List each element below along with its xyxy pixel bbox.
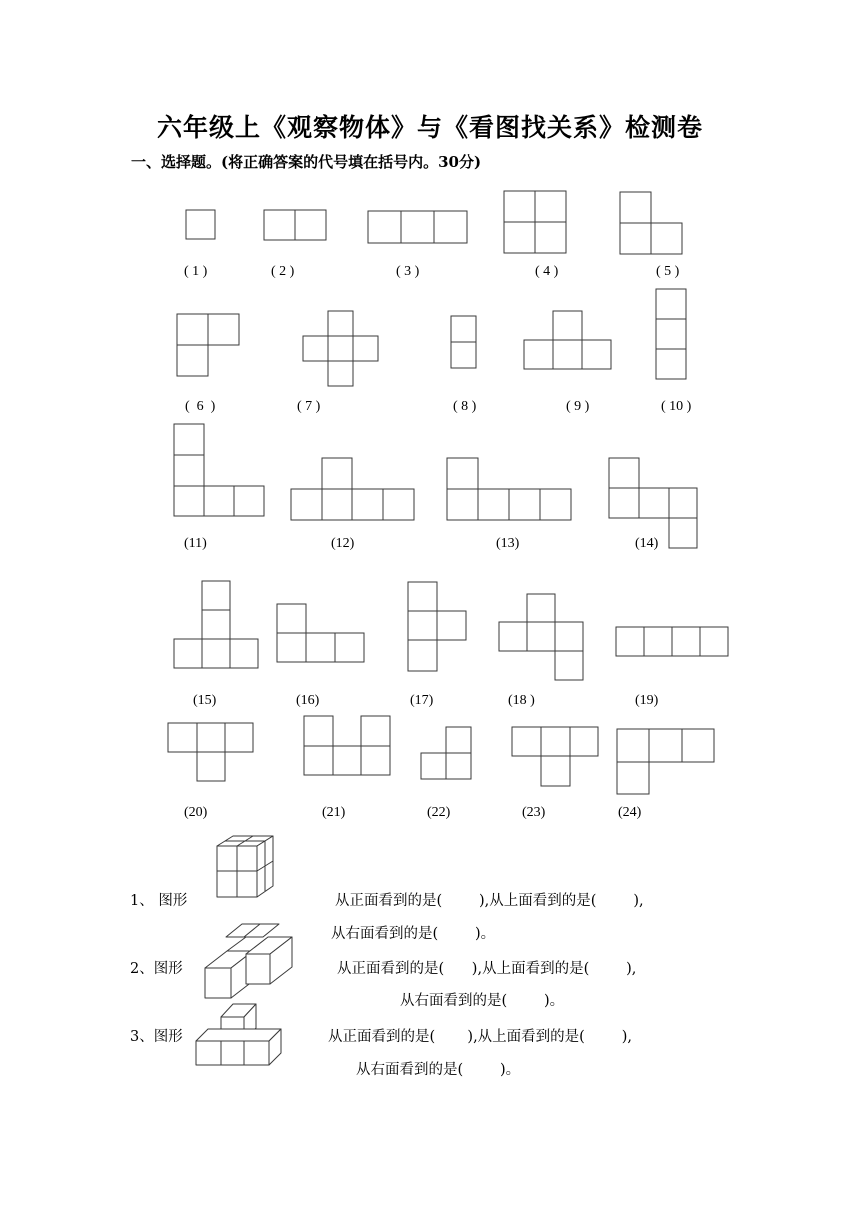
figure-label: (11) xyxy=(184,536,207,551)
question-1-lead: 1、 图形 xyxy=(130,893,188,909)
figure-label: (15) xyxy=(193,693,217,708)
figure-label: (13) xyxy=(496,536,520,551)
solid-figure-2 xyxy=(205,924,292,998)
figure-label: ( 7 ) xyxy=(297,399,321,414)
question-1-line1: 从正面看到的是( ),从上面看到的是( ), xyxy=(335,893,644,909)
figure-6 xyxy=(177,314,239,376)
figure-4 xyxy=(504,191,566,253)
figure-2 xyxy=(264,210,326,240)
figure-label: (21) xyxy=(322,805,346,820)
figure-5 xyxy=(620,192,682,254)
figure-label: ( 2 ) xyxy=(271,264,295,279)
figure-label: (22) xyxy=(427,805,451,820)
figure-label: ( 5 ) xyxy=(656,264,680,279)
figure-12 xyxy=(291,458,414,520)
solid-figure-1 xyxy=(217,836,273,897)
figure-13 xyxy=(447,458,571,520)
figure-label: (24) xyxy=(618,805,642,820)
figure-18 xyxy=(499,594,583,680)
question-3-line2: 从右面看到的是( )。 xyxy=(356,1062,521,1078)
question-3-lead: 3、图形 xyxy=(130,1029,183,1045)
figure-20 xyxy=(168,723,253,781)
figure-label: ( 10 ) xyxy=(661,399,692,414)
solid-figure-3 xyxy=(196,1004,281,1065)
figure-label: (18 ) xyxy=(508,693,535,708)
figure-9 xyxy=(524,311,611,369)
figure-label: (12) xyxy=(331,536,355,551)
figure-label: (16) xyxy=(296,693,320,708)
figure-label: (17) xyxy=(410,693,434,708)
figure-7 xyxy=(303,311,378,386)
figure-15 xyxy=(174,581,258,668)
question-1-line2: 从右面看到的是( )。 xyxy=(331,926,496,942)
figure-23 xyxy=(512,727,598,786)
figure-label: (23) xyxy=(522,805,546,820)
question-2-line2: 从右面看到的是( )。 xyxy=(400,993,565,1009)
figure-10 xyxy=(656,289,686,379)
figure-21 xyxy=(304,716,390,775)
figure-label: ( 1 ) xyxy=(184,264,208,279)
figure-14 xyxy=(609,458,697,548)
figure-16 xyxy=(277,604,364,662)
figure-1 xyxy=(186,210,215,239)
question-2-lead: 2、图形 xyxy=(130,961,183,977)
figure-label: (14) xyxy=(635,536,659,551)
question-3-line1: 从正面看到的是( ),从上面看到的是( ), xyxy=(328,1029,632,1045)
section-heading: 一、选择题。(将正确答案的代号填在括号内。30分) xyxy=(131,153,482,171)
figure-label: (19) xyxy=(635,693,659,708)
figure-label: (20) xyxy=(184,805,208,820)
figure-11 xyxy=(174,424,264,516)
figure-19 xyxy=(616,627,728,656)
figure-8 xyxy=(451,316,476,368)
figure-label: ( 8 ) xyxy=(453,399,477,414)
figure-17 xyxy=(408,582,466,671)
page-title: 六年级上《观察物体》与《看图找关系》检测卷 xyxy=(156,113,703,142)
figure-label: ( 4 ) xyxy=(535,264,559,279)
figure-24 xyxy=(617,729,714,794)
figure-3 xyxy=(368,211,467,243)
figure-22 xyxy=(421,727,471,779)
question-2-line1: 从正面看到的是( ),从上面看到的是( ), xyxy=(337,961,637,977)
figure-label: ( 6 ) xyxy=(185,399,216,414)
figure-label: ( 9 ) xyxy=(566,399,590,414)
figure-label: ( 3 ) xyxy=(396,264,420,279)
